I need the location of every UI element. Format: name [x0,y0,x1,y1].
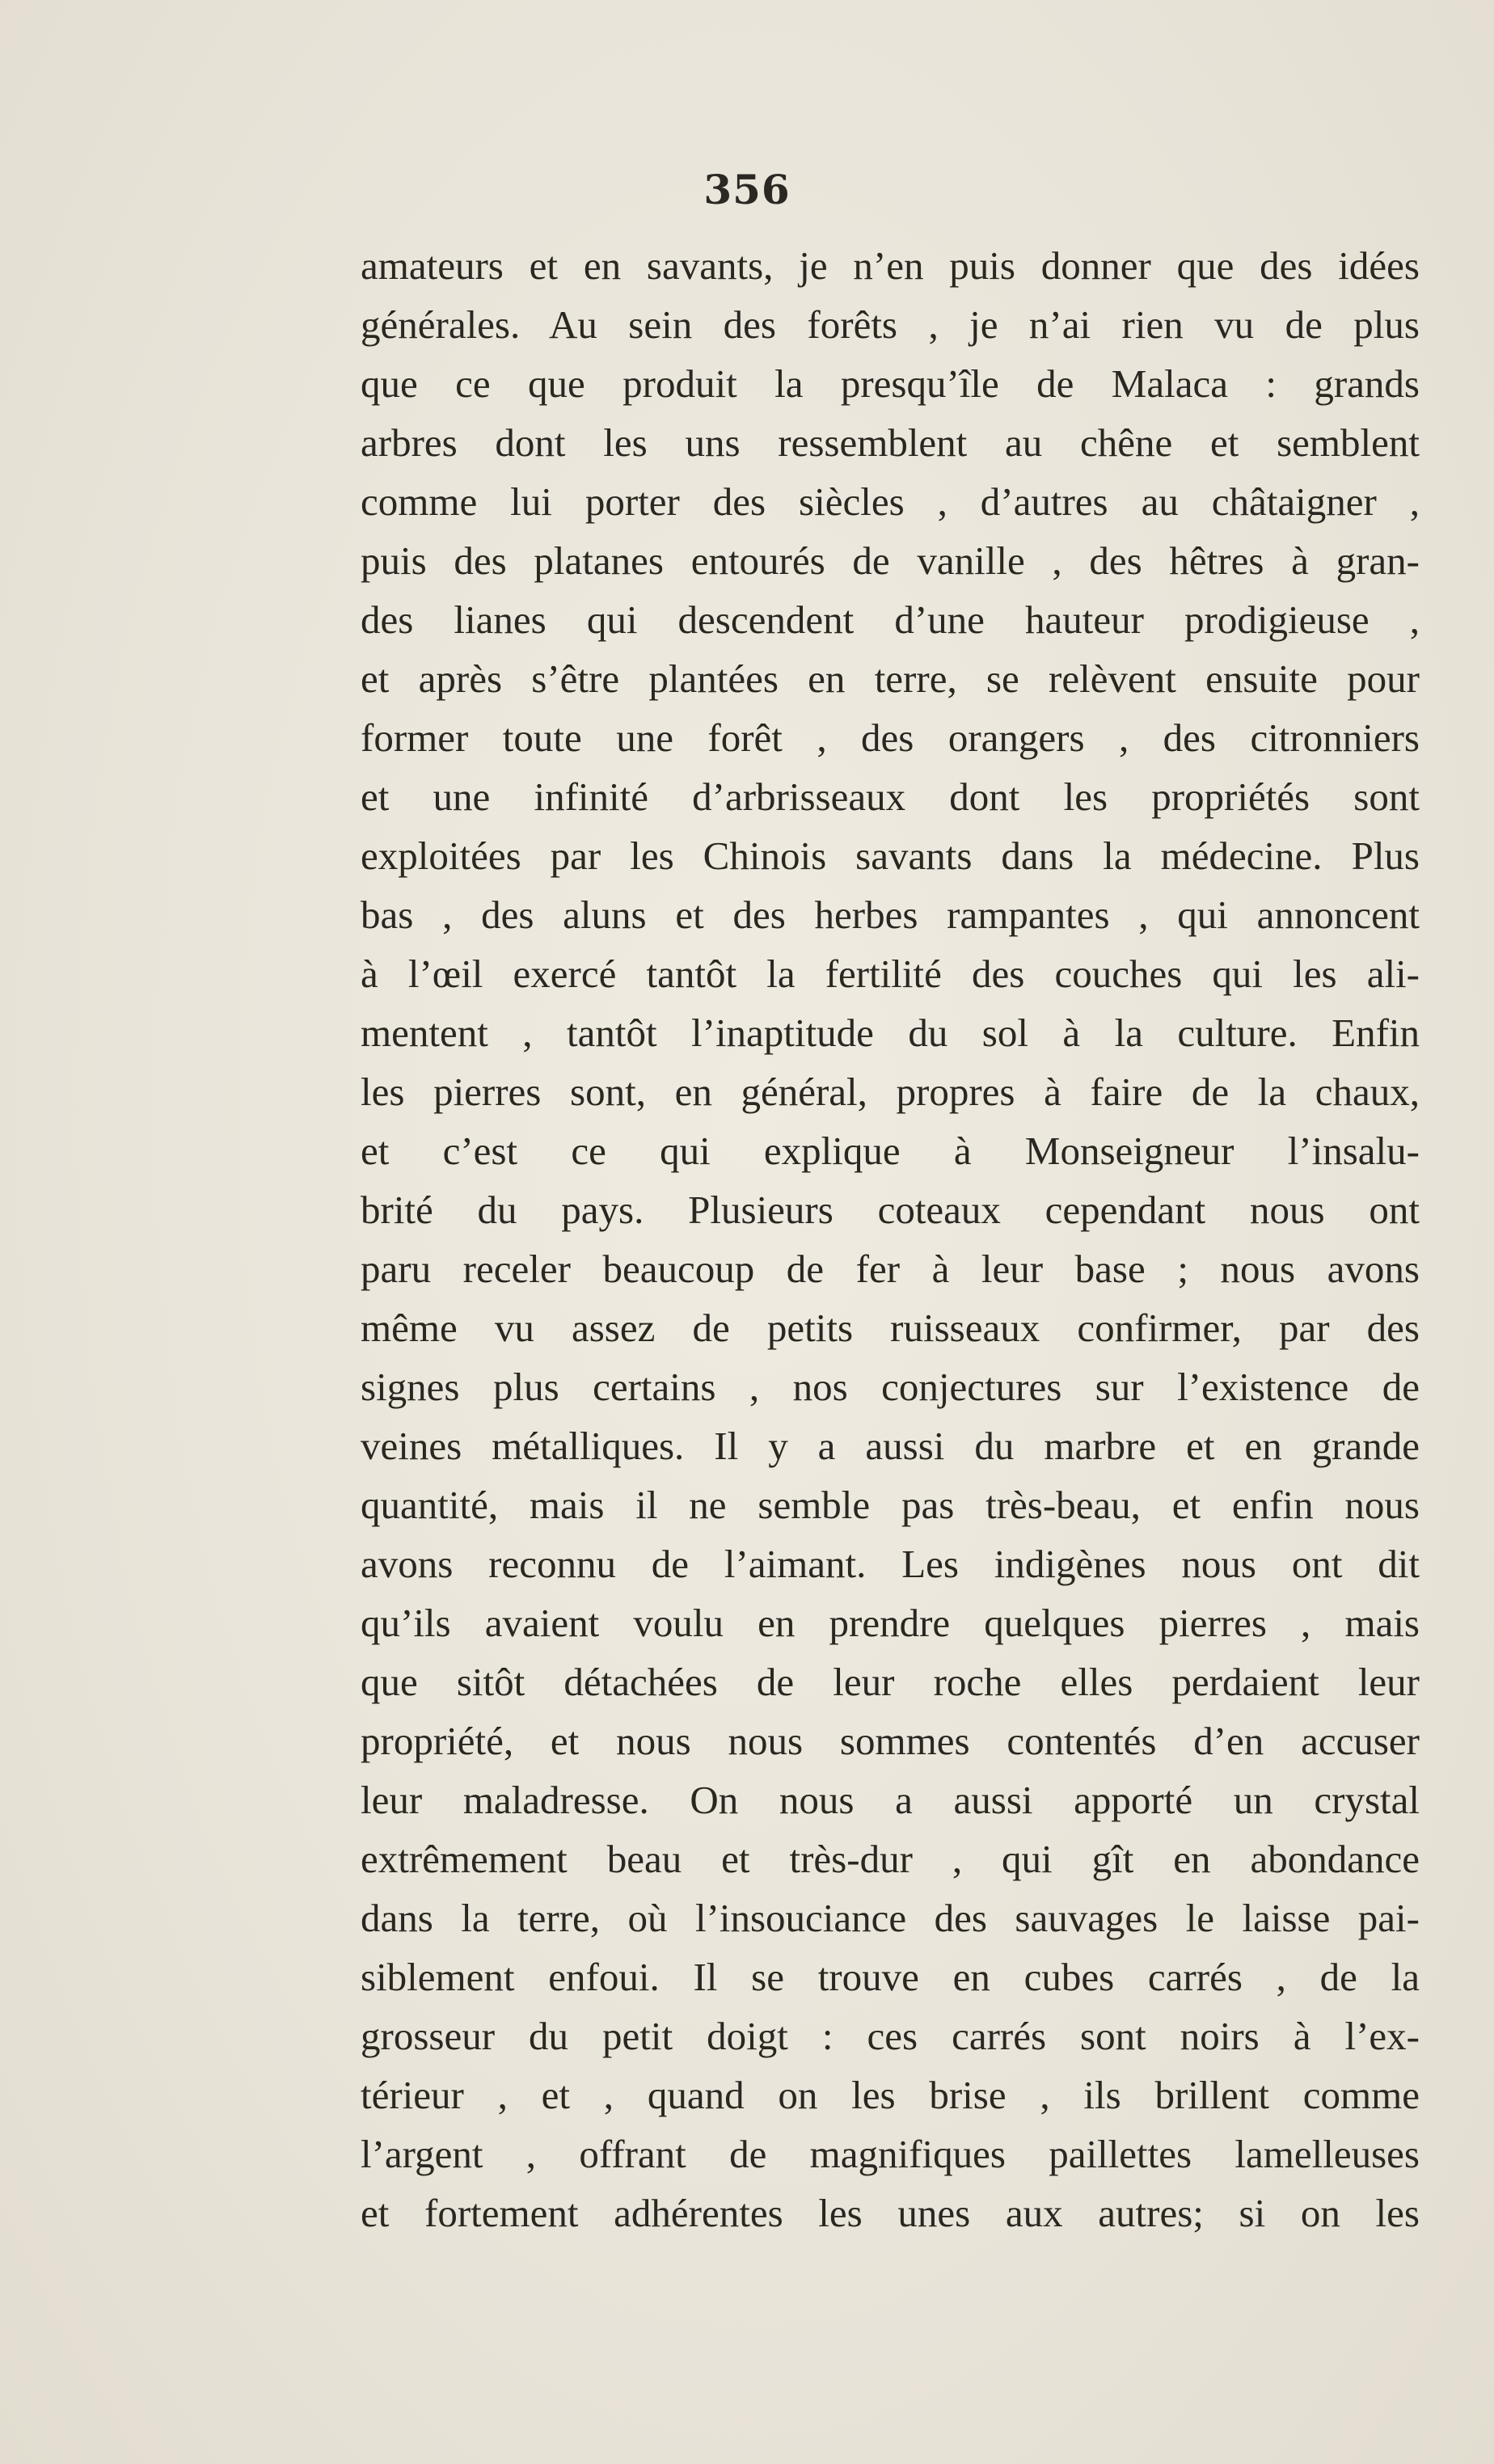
text-line: des lianes qui descendent d’une hauteur prodigieuse , [361,597,1420,642]
text-line: grosseur du petit doigt : ces carrés sont noirs à l’ex- [361,2014,1420,2058]
text-line: veines métalliques. Il y a aussi du marbre et en grande [361,1424,1420,1468]
text-line: comme lui porter des siècles , d’autres au châtaigner , [361,479,1420,524]
text-line: extrêmement beau et très-dur , qui gît en abondance [361,1837,1420,1881]
text-line: l’argent , offrant de magnifiques paillettes lamelleuses [361,2132,1420,2176]
text-line: térieur , et , quand on les brise , ils brillent comme [361,2073,1420,2117]
text-line: exploitées par les Chinois savants dans la médecine. Plus [361,833,1420,878]
text-line: bas , des aluns et des herbes rampantes , qui annoncent [361,892,1420,937]
text-line: générales. Au sein des forêts , je n’ai rien vu de plus [361,302,1420,347]
text-line: mentent , tantôt l’inaptitude du sol à la culture. Enfin [361,1010,1420,1055]
text-line: leur maladresse. On nous a aussi apporté un crystal [361,1778,1420,1822]
text-line: puis des platanes entourés de vanille , des hêtres à gran- [361,538,1420,583]
body-text [361,236,1420,2242]
text-line: et fortement adhérentes les unes aux autres; si on les [361,2191,1420,2235]
text-line: et après s’être plantées en terre, se relèvent ensuite pour [361,656,1420,701]
text-line: et une infinité d’arbrisseaux dont les propriétés sont [361,774,1420,819]
text-line: qu’ils avaient voulu en prendre quelques pierres , mais [361,1601,1420,1645]
text-line: que ce que produit la presqu’île de Malaca : grands [361,361,1420,406]
text-line: propriété, et nous nous sommes contentés d’en accuser [361,1719,1420,1763]
text-line: les pierres sont, en général, propres à faire de la chaux, [361,1070,1420,1114]
text-line: dans la terre, où l’insouciance des sauvages le laisse pai- [361,1896,1420,1940]
text-line: arbres dont les uns ressemblent au chêne et semblent [361,420,1420,465]
text-line: quantité, mais il ne semble pas très-beau, et enfin nous [361,1483,1420,1527]
text-line: amateurs et en savants, je n’en puis donner que des idées [361,243,1420,288]
text-line: et c’est ce qui explique à Monseigneur l’insalu- [361,1129,1420,1173]
text-line: que sitôt détachées de leur roche elles perdaient leur [361,1660,1420,1704]
page-number: 356 [703,166,791,213]
text-line: paru receler beaucoup de fer à leur base ; nous avons [361,1247,1420,1291]
text-line: brité du pays. Plusieurs coteaux cependant nous ont [361,1188,1420,1232]
text-line: avons reconnu de l’aimant. Les indigènes nous ont dit [361,1542,1420,1586]
text-line: former toute une forêt , des orangers , des citronniers [361,715,1420,760]
text-line: même vu assez de petits ruisseaux confirmer, par des [361,1306,1420,1350]
text-line: siblement enfoui. Il se trouve en cubes carrés , de la [361,1955,1420,1999]
text-line: à l’œil exercé tantôt la fertilité des couches qui les ali- [361,951,1420,996]
text-line: signes plus certains , nos conjectures sur l’existence de [361,1365,1420,1409]
